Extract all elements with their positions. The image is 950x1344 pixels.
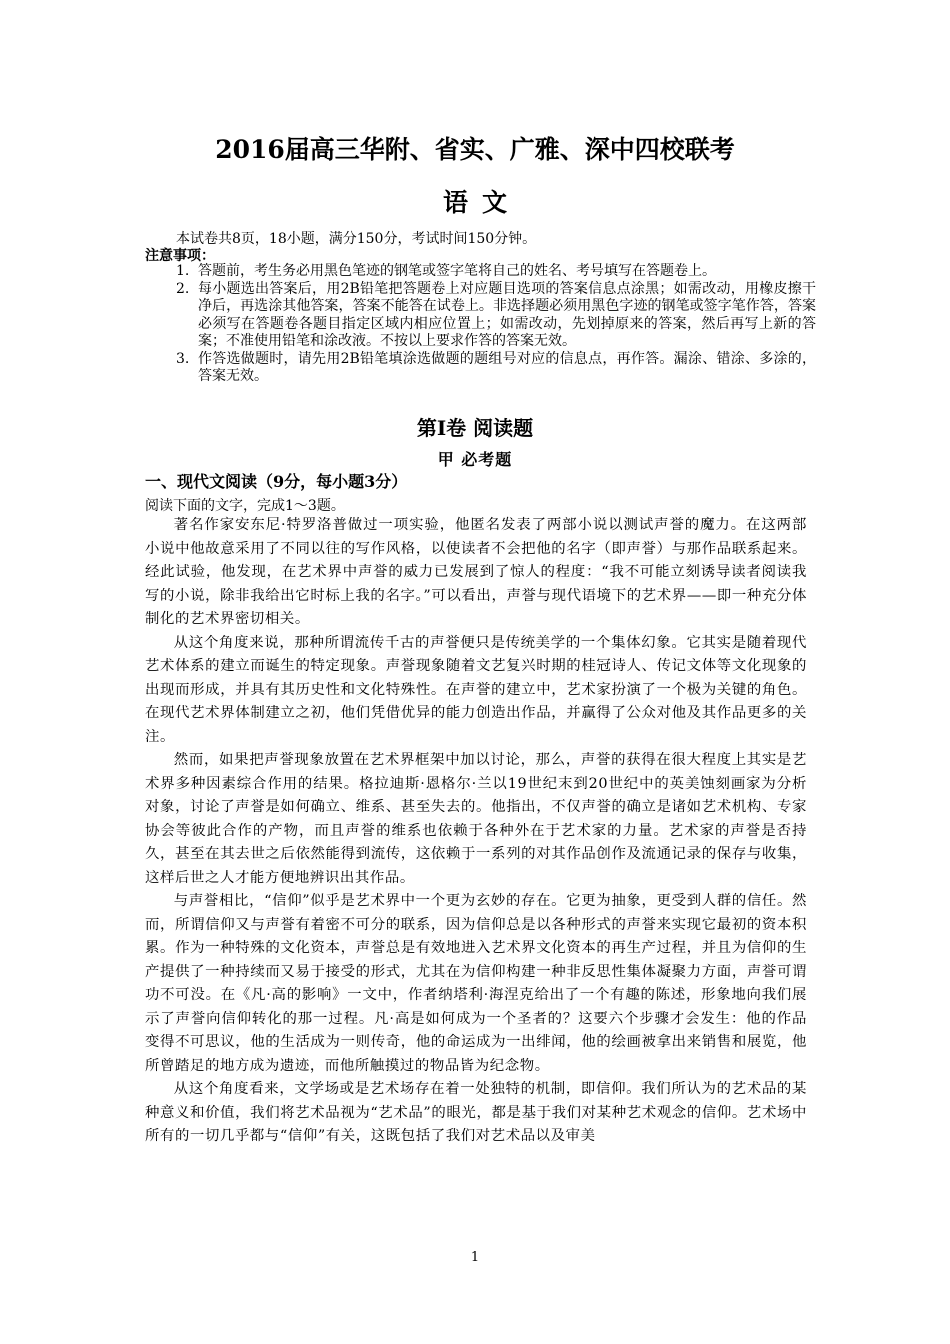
subject-title: 语文 xyxy=(442,188,521,217)
reading-passage xyxy=(145,514,807,1149)
note-number: 2. xyxy=(176,280,190,297)
note-number: 1. xyxy=(176,263,190,279)
note-item xyxy=(176,281,816,351)
passage-paragraph: 从这个角度看来，文学场或是艺术场存在着一处独特的机制，即信仰。我们所认为的艺术品的某种意义和价值，我们将艺术品视为“艺术品”的眼光，都是基于我们对某种艺术观念的信仰。艺术场中所有的一切几乎都与“信仰”有关，这既包括了我们对艺术品以及审美 xyxy=(145,1081,807,1144)
subsection-title: 甲 必考题 xyxy=(437,450,513,469)
note-number: 3. xyxy=(176,350,190,367)
passage-paragraph: 从这个角度来说，那种所谓流传千古的声誉便只是传统美学的一个集体幻象。它其实是随着现代艺术体系的建立而诞生的特定现象。声誉现象随着文艺复兴时期的桂冠诗人、传记文体等文化现象的出现而形成，并具有其历史性和文化特殊性。在声誉的建立中，艺术家扮演了一个极为关键的角色。在现代艺术界体制建立之初，他们凭借优异的能力创造出作品，并赢得了公众对他及其作品更多的关注。 xyxy=(145,634,807,745)
passage-paragraph: 然而，如果把声誉现象放置在艺术界框架中加以讨论，那么，声誉的获得在很大程度上其实是艺术界多种因素综合作用的结果。格拉迪斯·恩格尔·兰以19世纪末到20世纪中的英美蚀刻画家为分析对象，讨论了声誉是如何确立、维系、甚至失去的。他指出，不仅声誉的确立是诸如艺术机构、专家协会等彼此合作的产物，而且声誉的维系也依赖于各种外在于艺术家的力量。艺术家的声誉是否持久，甚至在其去世之后依然能得到流传，这依赖于一系列的对其作品创作及流通记录的保存与收集，这样后世之人才能方便地辨识出其作品。 xyxy=(145,752,807,886)
notes-list xyxy=(176,263,816,386)
section-title: 第Ⅰ卷 阅读题 xyxy=(416,416,534,440)
passage-paragraph: 著名作家安东尼·特罗洛普做过一项实验，他匿名发表了两部小说以测试声誉的魔力。在这两部小说中他故意采用了不同以往的写作风格，以使读者不会把他的名字（即声誉）与那作品联系起来。经此试验，他发现，在艺术界中声誉的威力已发展到了惊人的程度：“我不可能立刻诱导读者阅读我写的小说，除非我给出它时标上我的名字。”可以看出，声誉与现代语境下的艺术界——即一种充分体制化的艺术界密切相关。 xyxy=(145,517,807,627)
exam-intro: 本试卷共8页，18小题，满分150分，考试时间150分钟。 xyxy=(176,231,537,247)
note-text: 答题前，考生务必用黑色笔迹的钢笔或签字笔将自己的姓名、考号填写在答题卷上。 xyxy=(198,263,716,279)
reading-instruction: 阅读下面的文字，完成1～3题。 xyxy=(145,498,345,514)
note-item xyxy=(176,263,816,281)
passage-paragraph: 与声誉相比，“信仰”似乎是艺术界中一个更为玄妙的存在。它更为抽象，更受到人群的信任。然而，所谓信仰又与声誉有着密不可分的联系，因为信仰总是以各种形式的声誉来实现它最初的资本积累。作为一种特殊的文化资本，声誉总是有效地进入艺术界文化资本的再生产过程，并且为信仰的生产提供了一种持续而又易于接受的形式，尤其在为信仰构建一种非反思性集体凝聚力方面，声誉可谓功不可没。在《凡·高的影响》一文中，作者纳塔利·海涅克给出了一个有趣的陈述，形象地向我们展示了声誉向信仰转化的那一过程。凡·高是如何成为一个圣者的？这要六个步骤才会发生：他的作品变得不可思议，他的生活成为一则传奇，他的命运成为一出绯闻，他的绘画被拿出来销售和展览，他所曾踏足的地方成为遗迹，而他所触摸过的物品皆为纪念物。 xyxy=(145,893,807,1074)
note-item xyxy=(176,351,816,386)
page-number: 1 xyxy=(470,1250,480,1265)
exam-title: 2016届高三华附、省实、广雅、深中四校联考 xyxy=(215,135,735,164)
part-title: 一、现代文阅读（9分，每小题3分） xyxy=(145,472,408,491)
note-text: 每小题选出答案后，用2B铅笔把答题卷上对应题目选项的答案信息点涂黑；如需改动，用橡皮擦干净后，再选涂其他答案，答案不能答在试卷上。非选择题必须用黑色字迹的钢笔或签字笔作答，答案必须写在答题卷各题目指定区域内相应位置上；如需改动，先划掉原来的答案，然后再写上新的答案；不准使用铅笔和涂改液。不按以上要求作答的答案无效。 xyxy=(198,280,816,349)
note-text: 作答选做题时，请先用2B铅笔填涂选做题的题组号对应的信息点，再作答。漏涂、错涂、多涂的，答案无效。 xyxy=(198,350,816,384)
notes-heading: 注意事项： xyxy=(145,248,215,264)
